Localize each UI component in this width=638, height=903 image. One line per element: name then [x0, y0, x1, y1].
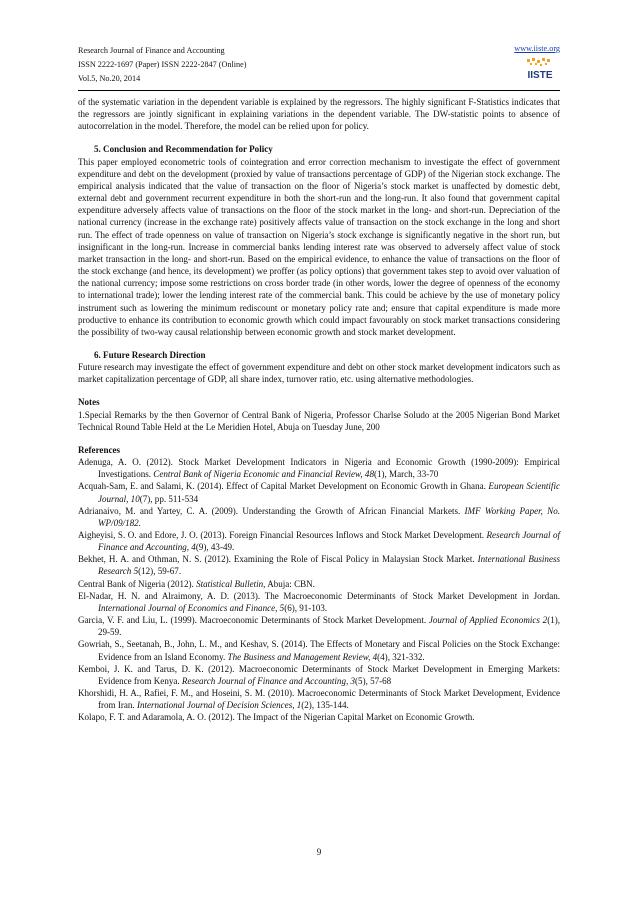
iiste-logo	[522, 58, 558, 88]
section-5-body: This paper employed econometric tools of cointegration and error correction mechanism to investigate the effect of government expenditure and debt on the development (proxied by value of transactions percentage of GDP) of the Nigerian stock exchange. The empirical analysis indicated that the value of transaction on the floor of Nigeria’s stock market is unaffected by domestic debt, external debt and government recurrent expenditure in both the short-run and the long-run. It also found that government capital expenditure adversely affects value of transactions on the floor of the stock market in the long- and short-run. Depreciation of the national currency (increase in the exchange rate) positively affects value of transaction on the stock exchange in the long and short run. The effect of trade openness on value of transaction on Nigeria’s stock exchange is significantly negative in the short run, but insignificant in the long-run. Increase in commercial banks lending interest rate was observed to adversely affect value of stock market transaction in the long- and short-run. Based on the empirical evidence, to enhance the value of transactions on the floor of the stock exchange (and hence, its development) we proffer (as policy options) that government takes step to avoid over valuation of the national currency; impose some restrictions on cross border trade (in other words, lower the degree of openness of the economy to international trade); lower the lending interest rate of the commercial bank. This could be achieve by the use of monetary policy instrument such as lowering the minimum rediscount or monetary policy rate and; ensure that capital expenditure is made more productive to enhance its contribution to economic growth which could impact favourably on stock market transactions considering the possibility of two-way causal relationship between economic growth and stock market development.	[78, 156, 560, 337]
page-body	[78, 96, 560, 724]
reference-item: Aigheyisi, S. O. and Edore, J. O. (2013). Foreign Financial Resources Inflows and Stock Market Development. Research Journal of Finance and Accounting, 4(9), 43-49.	[78, 530, 560, 553]
reference-item: Kemboi, J. K. and Tarus, D. K. (2012). Macroeconomic Determinants of Stock Market Development in Emerging Markets: Evidence from Kenya. Research Journal of Finance and Accounting, 3(5), 57-68	[78, 663, 560, 686]
reference-item: Adrianaivo, M. and Yartey, C. A. (2009). Understanding the Growth of African Financial Markets. IMF Working Paper, No. WP/09/182.	[78, 505, 560, 528]
journal-url-link[interactable]: www.iiste.org	[514, 44, 560, 53]
intro-paragraph: of the systematic variation in the dependent variable is explained by the regressors. The highly significant F-Statistics indicates that the regressors are jointly significant in explaining variations in the dependent variable. The DW-statistic points to absence of autocorrelation in the model. Therefore, the model can be relied upon for policy.	[78, 97, 560, 132]
journal-title: Research Journal of Finance and Accounting	[78, 46, 225, 55]
reference-item: Bekhet, H. A. and Othman, N. S. (2012). Examining the Role of Fiscal Policy in Malaysian Stock Market. International Business Research 5(12), 59-67.	[78, 554, 561, 577]
reference-item: Khorshidi, H. A., Rafiei, F. M., and Hoseini, S. M. (2010). Macroeconomic Determinants of Stock Market Development, Evidence from Iran. International Journal of Decision Sciences, 1(2), 135-144.	[78, 688, 560, 711]
section-5-heading: 5. Conclusion and Recommendation for Policy	[94, 144, 273, 155]
reference-item: Central Bank of Nigeria (2012). Statistical Bulletin, Abuja: CBN.	[78, 578, 315, 589]
references-heading: References	[78, 444, 121, 455]
logo-text: IISTE	[527, 70, 553, 81]
reference-list	[78, 456, 560, 723]
volume-line: Vol.5, No.20, 2014	[78, 74, 141, 83]
issn-line: ISSN 2222-1697 (Paper) ISSN 2222-2847 (Online)	[78, 60, 247, 69]
reference-item: Adenuga, A. O. (2012). Stock Market Development Indicators in Nigeria and Economic Growth (1990-2009): Empirical Investigations. Central Bank of Nigeria Economic and Financial Review, 48(1), March, 33-70	[78, 457, 560, 480]
notes-heading: Notes	[78, 397, 100, 408]
page-number: 9	[316, 847, 322, 857]
reference-item: Garcia, V. F. and Liu, L. (1999). Macroeconomic Determinants of Stock Market Development. Journal of Applied Economics 2(1), 29-59.	[78, 615, 560, 638]
reference-item: Kolapo, F. T. and Adaramola, A. O. (2012). The Impact of the Nigerian Capital Market on Economic Growth.	[78, 712, 475, 723]
header-rule	[78, 90, 560, 91]
reference-item: Gowriah, S., Seetanah, B., John, L. M., and Keshav, S. (2014). The Effects of Monetary and Fiscal Policies on the Stock Exchange: Evidence from an Island Economy. The Business and Management Review, 4(4), 321-332.	[78, 639, 560, 662]
section-6-heading: 6. Future Research Direction	[94, 349, 206, 360]
section-6-body: Future research may investigate the effect of government expenditure and debt on other stock market development indicators such as market capitalization percentage of GDP, all share index, turnover ratio, etc. using alternative methodologies.	[78, 362, 560, 385]
reference-item: El-Nadar, H. N. and Alraimony, A. D. (2013). The Macroeconomic Determinants of Stock Market Development in Jordan. International Journal of Economics and Finance, 5(6), 91-103.	[78, 590, 560, 613]
reference-item: Acquah-Sam, E. and Salami, K. (2014). Effect of Capital Market Development on Economic Growth in Ghana. European Scientific Journal, 10(7), pp. 511-534	[78, 481, 560, 504]
notes-body: 1.Special Remarks by the then Governor of Central Bank of Nigeria, Professor Charlse Soludo at the 2005 Nigerian Bond Market Technical Round Table Held at the Le Meridien Hotel, Abuja on Tuesday June, 200	[78, 409, 560, 432]
